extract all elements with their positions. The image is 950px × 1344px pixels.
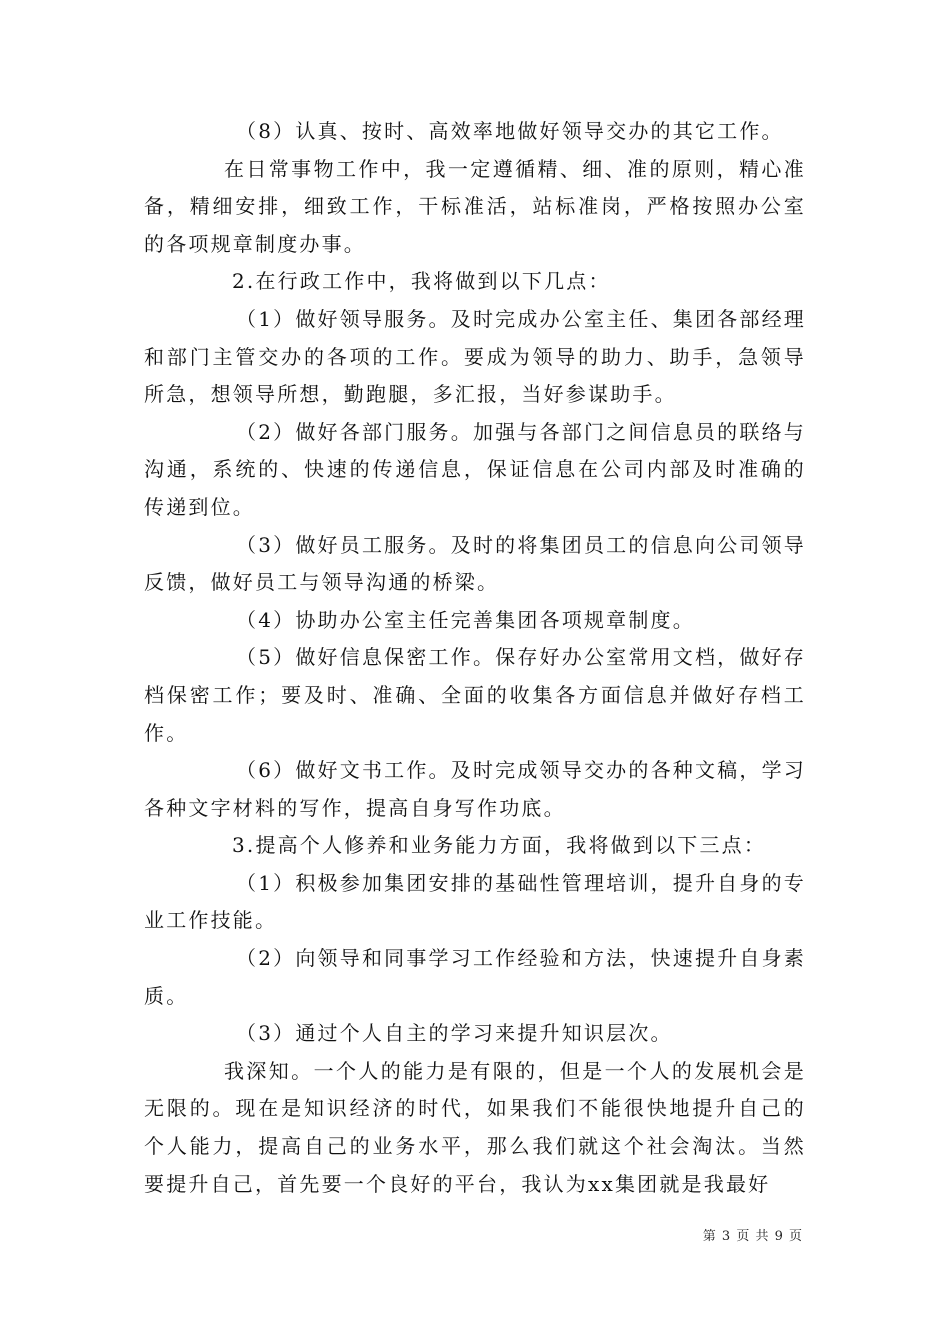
paragraph-item-5-confidentiality: （5）做好信息保密工作。保存好办公室常用文档，做好存档保密工作；要及时、准确、全面的收集各方面信息并做好存档工作。 — [144, 645, 806, 745]
paragraph-item-4-regulations: （4）协助办公室主任完善集团各项规章制度。 — [236, 607, 695, 632]
paragraph-item-2-learning: （2）向领导和同事学习工作经验和方法，快速提升自身素质。 — [144, 946, 806, 1008]
paragraph-item-8: （8）认真、按时、高效率地做好领导交办的其它工作。 — [236, 119, 784, 143]
paragraph-item-2-department-service: （2）做好各部门服务。加强与各部门之间信息员的联络与沟通，系统的、快速的传递信息，保证信息在公司内部及时准确的传递到位。 — [144, 419, 806, 519]
paragraph-item-1-leader-service: （1）做好领导服务。及时完成办公室主任、集团各部经理和部门主管交办的各项的工作。要成为领导的助力、助手，急领导所急，想领导所想，勤跑腿，多汇报，当好参谋助手。 — [144, 306, 806, 407]
paragraph-daily-affairs: 在日常事物工作中，我一定遵循精、细、准的原则，精心准备，精细安排，细致工作，干标准活，站标准岗，严格按照办公室的各项规章制度办事。 — [144, 156, 806, 256]
section-heading-personal-development: 3.提高个人修养和业务能力方面，我将做到以下三点： — [232, 833, 767, 858]
paragraph-item-1-training: （1）积极参加集团安排的基础性管理培训，提升自身的专业工作技能。 — [144, 870, 806, 933]
paragraph-conclusion: 我深知。一个人的能力是有限的，但是一个人的发展机会是无限的。现在是知识经济的时代，如果我们不能很快地提升自己的个人能力，提高自己的业务水平，那么我们就这个社会淘汰。当然要提升自己，首先要一个良好的平台，我认为xx集团就是我最好 — [144, 1058, 806, 1196]
paragraph-item-3-employee-service: （3）做好员工服务。及时的将集团员工的信息向公司领导反馈，做好员工与领导沟通的桥梁。 — [144, 532, 806, 595]
document-body — [144, 113, 806, 1203]
section-heading-administrative-work: 2.在行政工作中，我将做到以下几点： — [232, 269, 611, 294]
paragraph-item-6-documents: （6）做好文书工作。及时完成领导交办的各种文稿，学习各种文字材料的写作，提高自身写作功底。 — [144, 758, 806, 820]
page-number-footer: 第 3 页 共 9 页 — [702, 1229, 803, 1244]
paragraph-item-3-self-study: （3）通过个人自主的学习来提升知识层次。 — [236, 1021, 673, 1046]
